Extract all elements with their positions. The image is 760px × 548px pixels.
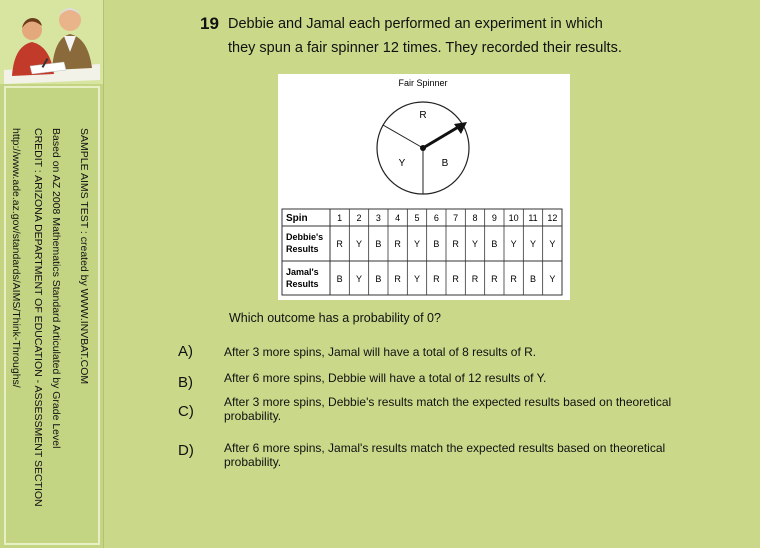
table-result-cell: Y xyxy=(471,239,479,249)
table-result-cell: Y xyxy=(529,239,537,249)
table-result-cell: R xyxy=(336,239,343,249)
table-result-cell: B xyxy=(375,274,382,284)
table-spin-number: 5 xyxy=(414,213,420,223)
table-result-cell: R xyxy=(510,274,517,284)
table-result-cell: B xyxy=(336,274,343,284)
table-result-cell: R xyxy=(491,274,498,284)
option-c-line1: After 3 more spins, Debbie's results match the expected results based on theoretical xyxy=(224,395,672,409)
table-result-cell: Y xyxy=(549,239,556,249)
results-table xyxy=(282,209,562,295)
question-text-line2: they spun a fair spinner 12 times. They recorded their results. xyxy=(228,40,622,56)
table-spin-number: 2 xyxy=(356,213,362,223)
option-c-text[interactable] xyxy=(224,395,744,423)
option-b-line1: After 6 more spins, Debbie will have a total of 12 results of Y. xyxy=(224,371,547,385)
table-result-cell: R xyxy=(471,274,479,284)
table-row-label: Results xyxy=(286,244,319,254)
table-spin-number: 7 xyxy=(453,213,459,223)
table-spin-number: 8 xyxy=(472,213,478,223)
table-header-spin: Spin xyxy=(286,213,308,224)
table-result-cell: R xyxy=(394,274,401,284)
teacher-student-clipart xyxy=(0,0,103,84)
table-result-cell: B xyxy=(433,239,440,249)
table-spin-number: 6 xyxy=(433,213,439,223)
spinner-arrow xyxy=(423,126,460,148)
option-c-line2: probability. xyxy=(224,409,282,423)
question-text-line1: Debbie and Jamal each performed an experiment in which xyxy=(228,16,603,32)
table-result-cell: Y xyxy=(413,239,421,249)
option-d-line2: probability. xyxy=(224,455,282,469)
option-c-letter[interactable]: C) xyxy=(178,403,194,420)
table-result-cell: B xyxy=(375,239,382,249)
spinner-figure xyxy=(278,74,570,300)
option-b-text[interactable] xyxy=(224,371,744,385)
table-result-cell: R xyxy=(452,239,459,249)
table-result-cell: Y xyxy=(413,274,421,284)
credit-line-url: http://www.ade.az.gov/standards/AIMS/Think-Throughs/ xyxy=(10,128,22,388)
table-row-label: Results xyxy=(286,279,319,289)
table-result-cell: B xyxy=(491,239,498,249)
table-spin-number: 3 xyxy=(375,213,381,223)
table-result-cell: R xyxy=(452,274,459,284)
question-number: 19 xyxy=(200,14,219,33)
sidebar xyxy=(0,0,104,548)
spinner-section-label: B xyxy=(441,158,449,169)
table-result-cell: B xyxy=(529,274,537,284)
table-spin-number: 12 xyxy=(547,213,558,223)
credit-line-sample: SAMPLE AIMS TEST : created by WWW.INVBAT.COM xyxy=(78,128,90,385)
table-spin-number: 4 xyxy=(395,213,401,223)
table-result-cell: Y xyxy=(355,274,363,284)
table-spin-number: 9 xyxy=(491,213,497,223)
option-a-text[interactable] xyxy=(224,345,744,359)
table-row-label: Debbie's xyxy=(286,232,324,242)
spinner-pivot xyxy=(420,145,426,151)
option-a-letter[interactable]: A) xyxy=(178,343,193,360)
table-row-label: Jamal's xyxy=(286,267,319,277)
option-d-letter[interactable]: D) xyxy=(178,442,194,459)
spinner-section-label: R xyxy=(419,110,427,121)
spinner-section-label: Y xyxy=(398,158,406,169)
option-a-line1: After 3 more spins, Jamal will have a total of 8 results of R. xyxy=(224,345,537,359)
table-result-cell: R xyxy=(394,239,401,249)
credit-line-standard: Based on AZ 2008 Mathematics Standard Articulated by Grade Level xyxy=(50,128,62,449)
question-prompt: Which outcome has a probability of 0? xyxy=(229,311,441,325)
option-d-text[interactable] xyxy=(224,441,744,469)
option-b-letter[interactable]: B) xyxy=(178,374,193,391)
option-d-line1: After 6 more spins, Jamal's results match the expected results based on theoretical xyxy=(224,441,666,455)
table-result-cell: Y xyxy=(510,239,517,249)
table-spin-number: 10 xyxy=(508,213,519,223)
credits-panel xyxy=(4,86,100,545)
figure-title: Fair Spinner xyxy=(398,78,448,88)
credit-line-ade: CREDIT : ARIZONA DEPARTMENT OF EDUCATION - ASSESSMENT SECTION xyxy=(32,128,44,507)
table-spin-number: 1 xyxy=(337,213,343,223)
table-result-cell: Y xyxy=(549,274,556,284)
table-spin-number: 11 xyxy=(528,213,538,223)
spinner-divider xyxy=(383,125,423,148)
table-result-cell: Y xyxy=(355,239,363,249)
table-result-cell: R xyxy=(433,274,440,284)
